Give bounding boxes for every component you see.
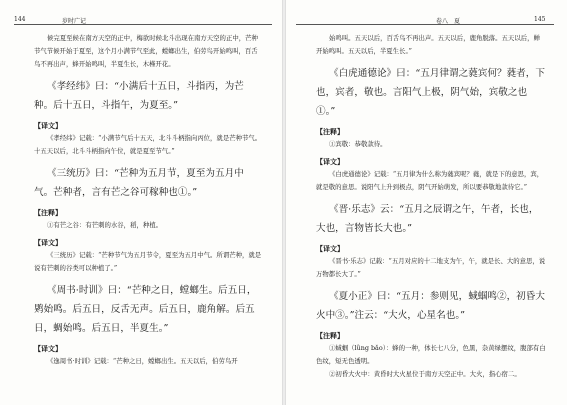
quotation-paragraph: 《白虎通德论》曰：“五月律谓之蕤宾何？蕤者，下也，宾者，敬也。言阳气上极，阴气始，宾敬之也①。” bbox=[316, 68, 545, 117]
left-page-text bbox=[34, 32, 262, 368]
section-label: 【注释】 bbox=[34, 208, 62, 217]
right-page-text bbox=[316, 32, 546, 381]
quotation-paragraph: 《三统历》曰：“芒种为五月节，夏至为五月中气。芒种者，言有芒之谷可稼种也①。” bbox=[34, 168, 244, 198]
section-label: 【译文】 bbox=[34, 238, 62, 247]
quotation-paragraph: 《孝经纬》曰：“小满后十五日，斗指丙，为芒种。后十五日，斗指午，为夏至。” bbox=[34, 81, 244, 111]
translation-paragraph: ①蜮蝈（lǜng bǎo）：蜂的一种，体长七八分，色黑，杂黄绿摆纹，腹部有白色纹，短无色透明。 bbox=[316, 344, 546, 365]
left-page bbox=[0, 0, 282, 405]
translation-paragraph: 始鸣叫。五天以后，百舌鸟不再出声。五天以后，鹿角脱落。五天以后，蝉开始鸣叫。五天以后，半夏生长。” bbox=[316, 34, 540, 55]
left-header-rule bbox=[14, 24, 272, 25]
translation-paragraph: ①有芒之谷：有芒刺的水谷，稻，种植。 bbox=[47, 221, 163, 229]
translation-paragraph: 《逸周书·时训》记载：“芒种之日，螳螂出生。五天以后，伯劳鸟开 bbox=[47, 357, 238, 365]
right-header-rule bbox=[296, 24, 554, 25]
translation-paragraph: 《孝经纬》记载：“小满节气后十五天，北斗斗柄指向丙位，就是芒种节气。十五天以后，北斗斗柄指向午位，就是夏至节气。” bbox=[34, 134, 262, 155]
left-running-head: 岁时广记 bbox=[62, 18, 87, 25]
translation-paragraph: 《晋书·乐志》记载：“五月对应的十二地支为午，午，就是长、大的意思，说万物都长大了。” bbox=[316, 257, 546, 278]
section-label: 【译文】 bbox=[34, 344, 62, 353]
translation-paragraph: 《三统历》记载：“芒种节气为五月节令，夏至为五月中气。所谓芒种，就是说有芒刺的谷类可以种植了。” bbox=[34, 251, 262, 272]
quotation-paragraph: 《夏小正》曰：“五月：参则见，蜮蝈鸣②，初昏大火中③。”注云：“大火，心星名也。” bbox=[316, 291, 545, 321]
left-page-number: 144 bbox=[14, 16, 26, 23]
right-page-number: 145 bbox=[534, 16, 546, 23]
section-label: 【译文】 bbox=[316, 157, 344, 166]
quotation-paragraph: 《周书·时训》曰：“芒种之日，螳螂生。后五日，䴗始鸣。后五日，反舌无声。后五日，鹿角解。后五日，蜩始鸣。后五日，半夏生。” bbox=[34, 285, 257, 334]
translation-paragraph: ②初昏大火中：黄昏时大火星位于南方天空正中。大火，指心宿二。 bbox=[329, 370, 521, 378]
section-label: 【注释】 bbox=[316, 331, 344, 340]
right-running-head: 卷八 夏 bbox=[436, 18, 461, 25]
translation-paragraph: ①宾敬：恭敬款待。 bbox=[329, 140, 387, 148]
right-page bbox=[286, 0, 567, 405]
section-label: 【注释】 bbox=[316, 127, 344, 136]
translation-paragraph: 《白虎通德论》记载：“五月律为什么称为蕤宾呢？蕤，就是下的意思，宾，就是敬的意思。说阳气上升到极点，阴气开始萌发，所以要恭敬地款待它。” bbox=[316, 170, 544, 191]
section-label: 【译文】 bbox=[34, 121, 62, 130]
section-label: 【译文】 bbox=[316, 244, 344, 253]
quotation-paragraph: 《晋·乐志》云：“五月之辰谓之午，午者，长也，大也，言物皆长大也。” bbox=[316, 204, 539, 234]
translation-paragraph: 候完夏至候在南方天空的正中，梅欲时候北斗出现在南方天空的正中，芒种节气节候开始于夏至，这个月小满节气至此，螳螂出生，伯劳鸟开始鸣叫，百舌鸟不再出声，蜂开始鸣叫，半夏生长，木槿开花。 bbox=[34, 34, 258, 68]
